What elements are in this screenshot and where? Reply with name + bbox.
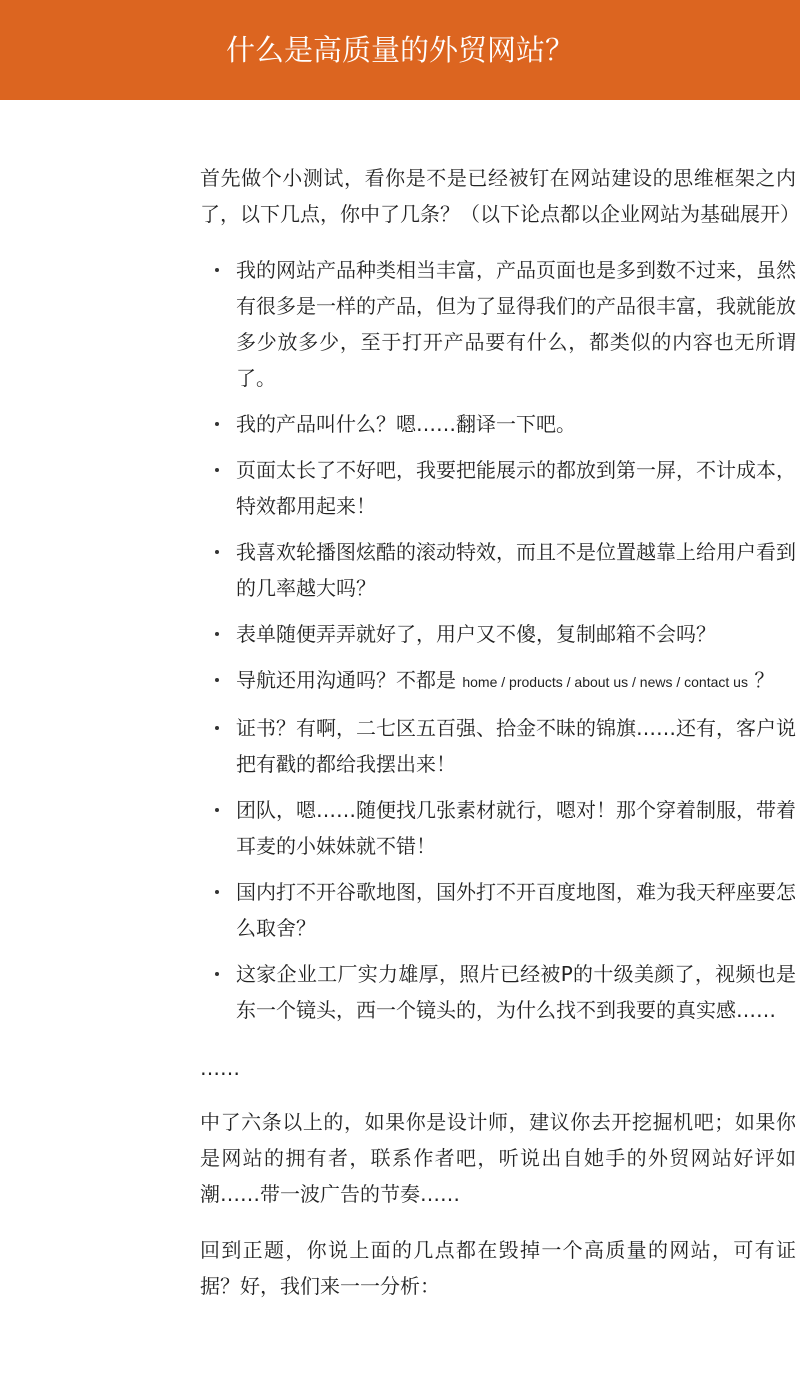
list-item [236,406,796,442]
list-item-text: 导航还用沟通吗？不都是 [236,668,463,692]
list-item-suffix: ？ [747,668,775,692]
article-body [200,160,800,1324]
list-item [236,710,796,782]
list-item [236,792,796,864]
list-item-text: 我的网站产品种类相当丰富，产品页面也是多到数不过来，虽然有很多是一样的产品，但为了显得我们的产品很丰富，我就能放多少放多少，至于打开产品要有什么，都类似的内容也无所谓了。 [236,258,796,390]
list-item-text: 页面太长了不好吧，我要把能展示的都放到第一屏，不计成本，特效都用起来！ [236,458,796,518]
bullet-marker [215,890,219,894]
intro-paragraph: 首先做个小测试，看你是不是已经被钉在网站建设的思维框架之内了，以下几点，你中了几条？（以下论点都以企业网站为基础展开） [200,166,800,226]
list-item [236,452,796,524]
list-item-text: 证书？有啊，二七区五百强、拾金不昧的锦旗……还有，客户说把有戳的都给我摆出来！ [236,716,796,776]
list-item-text: 团队，嗯……随便找几张素材就行，嗯对！那个穿着制服，带着耳麦的小妹妹就不错！ [236,798,796,858]
bullet-marker [215,550,219,554]
checklist [200,252,796,1028]
page-title: 什么是高质量的外贸网站？ [225,33,574,67]
list-item-text: 国内打不开谷歌地图，国外打不开百度地图，难为我天秤座要怎么取舍？ [236,880,796,940]
list-item [236,616,796,652]
bullet-marker [215,468,219,472]
list-item [236,956,796,1028]
list-item-text: 这家企业工厂实力雄厚，照片已经被P的十级美颜了，视频也是东一个镜头，西一个镜头的，为什么找不到我要的真实感…… [236,962,796,1022]
bullet-marker [215,678,219,682]
nav-items-text: home / products / about us / news / contact us [462,674,748,690]
list-item-text: 表单随便弄弄就好了，用户又不傻，复制邮箱不会吗？ [236,622,716,646]
list-item-text: 我喜欢轮播图炫酷的滚动特效，而且不是位置越靠上给用户看到的几率越大吗？ [236,540,796,600]
bullet-marker [215,808,219,812]
list-item-text: 我的产品叫什么？嗯……翻译一下吧。 [236,412,576,436]
list-item [236,252,796,396]
bullet-marker [215,268,219,272]
page-header [0,0,800,100]
list-item [236,662,796,700]
transition-paragraph: 回到正题，你说上面的几点都在毁掉一个高质量的网站，可有证据？好，我们来一一分析： [200,1238,796,1298]
list-item [236,534,796,606]
bullet-marker [215,422,219,426]
bullet-marker [215,632,219,636]
conclusion-paragraph: 中了六条以上的，如果你是设计师，建议你去开挖掘机吧；如果你是网站的拥有者，联系作者吧，听说出自她手的外贸网站好评如潮……带一波广告的节奏…… [200,1110,796,1206]
list-item [236,874,796,946]
bullet-marker [215,972,219,976]
bullet-marker [215,726,219,730]
ellipsis-paragraph: …… [200,1056,240,1080]
